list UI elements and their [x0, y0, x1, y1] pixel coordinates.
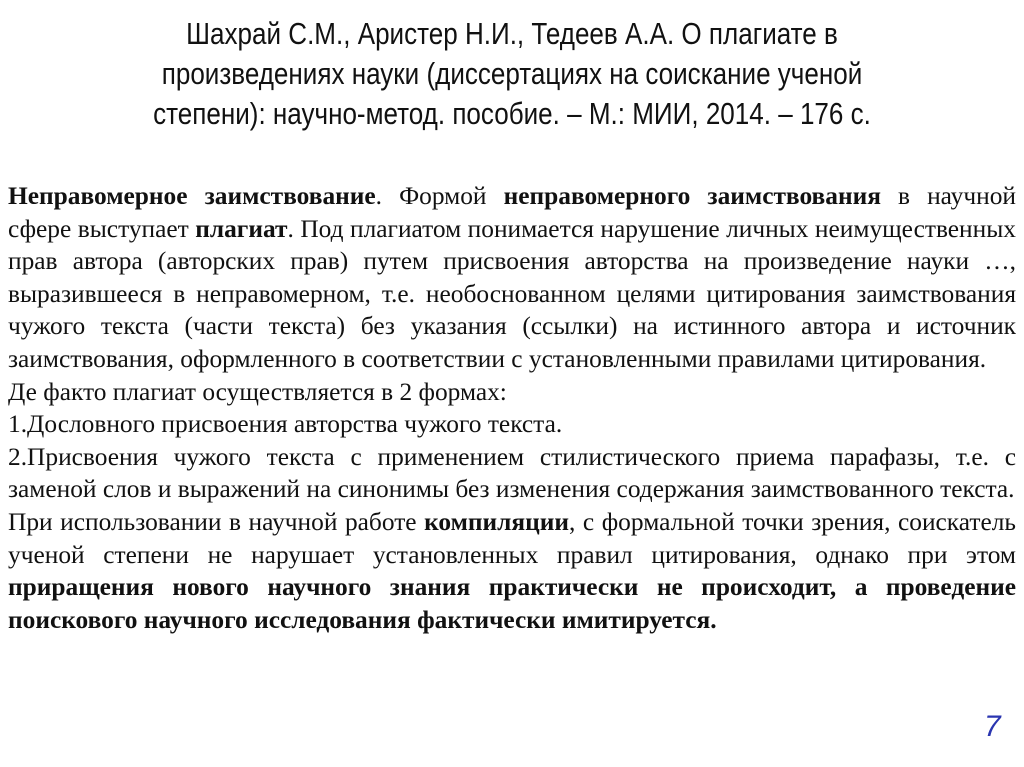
- list-item: 1.Дословного присвоения авторства чужого текста.: [8, 410, 563, 439]
- text: . Под плагиатом понимается нарушение личных неимущественных прав автора (авторских прав) путем присвоения авторства на произведение науки …, выразившееся в неправомерном, т.е. необоснованном целями цитирования заимствования чужого текста (части текста) без указания (ссылки) на истинного автора и источник заимствования, оформленного в соответствии с установленными правилами цитирования.: [8, 214, 1016, 373]
- title-line: степени): научно-метод. пособие. – М.: МИИ, 2014. – 176 с.: [153, 96, 871, 131]
- text: . Формой: [375, 182, 504, 210]
- bold-term: Неправомерное заимствование: [8, 182, 376, 210]
- page-number: 7: [984, 710, 1001, 743]
- text: в научной сфере выступает: [8, 182, 1016, 243]
- paragraph-forms: Де факто плагиат осуществляется в 2 формах:: [8, 377, 507, 406]
- bold-term: плагиат: [195, 214, 288, 243]
- text: , с формальной точки зрения, соискатель ученой степени не нарушает установленных правил цитирования, однако при этом: [8, 507, 1016, 569]
- list-item: 2.Присвоения чужого текста с применением стилистического приема парафазы, т.е. с заменой слов и выражений на синонимы без изменения содержания заимствованного текста.: [8, 442, 1016, 504]
- paragraph-definition: [8, 180, 1016, 376]
- paragraph-compilation: [8, 506, 1016, 636]
- slide-body: [8, 180, 1016, 636]
- bold-text: приращения нового научного знания практически не происходит, а проведение поискового научного исследования фактически имитируется.: [8, 573, 1016, 634]
- bold-term: неправомерного заимствования: [503, 182, 881, 210]
- bold-term: компиляции: [424, 507, 570, 536]
- title-line: произведениях науки (диссертациях на соискание ученой: [161, 56, 863, 91]
- slide-title: [0, 14, 1024, 134]
- text: При использовании в научной работе: [8, 507, 425, 536]
- title-line: Шахрай С.М., Аристер Н.И., Тедеев А.А. О плагиате в: [186, 16, 838, 51]
